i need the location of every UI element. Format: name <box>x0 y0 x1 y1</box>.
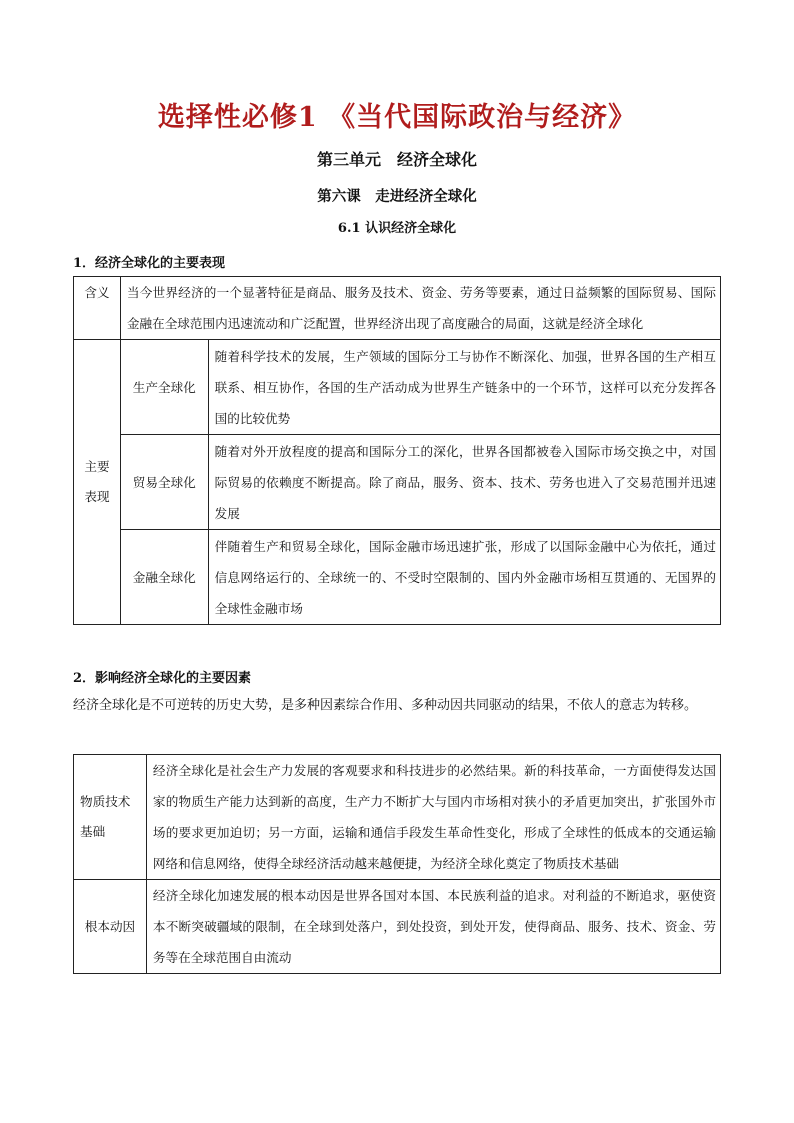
manifest-label <box>74 340 121 625</box>
row-label: 贸易全球化 <box>120 435 208 530</box>
table-row <box>74 880 721 974</box>
main-title: 选择性必修1 《当代国际政治与经济》 <box>157 102 637 133</box>
row-text: 随着对外开放程度的提高和国际分工的深化，世界各国都被卷入国际市场交换之中，对国际贸易的依赖度不断提高。除了商品，服务、资本、技术、劳务也进入了交易范围并迅速发展 <box>208 435 720 530</box>
row-text: 伴随着生产和贸易全球化，国际金融市场迅速扩张，形成了以国际金融中心为依托，通过信息网络运行的、全球统一的、不受时空限制的、国内外金融市场相互贯通的、无国界的全球性金融市场 <box>208 530 720 625</box>
table-row <box>74 530 721 625</box>
section-title: 6.1 认识经济全球化 <box>337 221 457 236</box>
manifestations-table <box>73 276 721 625</box>
definition-text: 当今世界经济的一个显著特征是商品、服务及技术、资金、劳务等要素，通过日益频繁的国际贸易、国际金融在全球范围内迅速流动和广泛配置，世界经济出现了高度融合的局面，这就是经济全球化 <box>120 277 720 340</box>
table-row <box>74 277 721 340</box>
section2-heading: 2．影响经济全球化的主要因素 <box>73 671 252 686</box>
table-row <box>74 755 721 880</box>
table-row <box>74 435 721 530</box>
unit-title: 第三单元 经济全球化 <box>316 150 477 169</box>
lesson-title: 第六课 走进经济全球化 <box>317 188 477 205</box>
row-label: 金融全球化 <box>120 530 208 625</box>
table-row <box>74 340 721 435</box>
row-text: 经济全球化是社会生产力发展的客观要求和科技进步的必然结果。新的科技革命，一方面使得发达国家的物质生产能力达到新的高度，生产力不断扩大与国内市场相对狭小的矛盾更加突出，扩张国外市场的要求更加迫切；另一方面，运输和通信手段发生革命性变化，形成了全球性的低成本的交通运输网络和信息网络，使得全球经济活动越来越便捷，为经济全球化奠定了物质技术基础 <box>146 755 720 880</box>
section2-intro: 经济全球化是不可逆转的历史大势，是多种因素综合作用、多种动因共同驱动的结果，不依人的意志为转移。 <box>73 698 698 713</box>
definition-label: 含义 <box>74 277 121 340</box>
manifest-label-text: 主要表现 <box>84 459 110 504</box>
row-label: 物质技术基础 <box>74 755 147 880</box>
section1-heading: 1．经济全球化的主要表现 <box>73 256 226 271</box>
factors-table <box>73 754 721 974</box>
row-label: 生产全球化 <box>120 340 208 435</box>
row-label: 根本动因 <box>74 880 147 974</box>
row-text: 随着科学技术的发展，生产领域的国际分工与协作不断深化、加强，世界各国的生产相互联系、相互协作，各国的生产活动成为世界生产链条中的一个环节，这样可以充分发挥各国的比较优势 <box>208 340 720 435</box>
row-text: 经济全球化加速发展的根本动因是世界各国对本国、本民族利益的追求。对利益的不断追求，驱使资本不断突破疆域的限制，在全球到处落户，到处投资，到处开发，使得商品、服务、技术、资金、劳务等在全球范围自由流动 <box>146 880 720 974</box>
